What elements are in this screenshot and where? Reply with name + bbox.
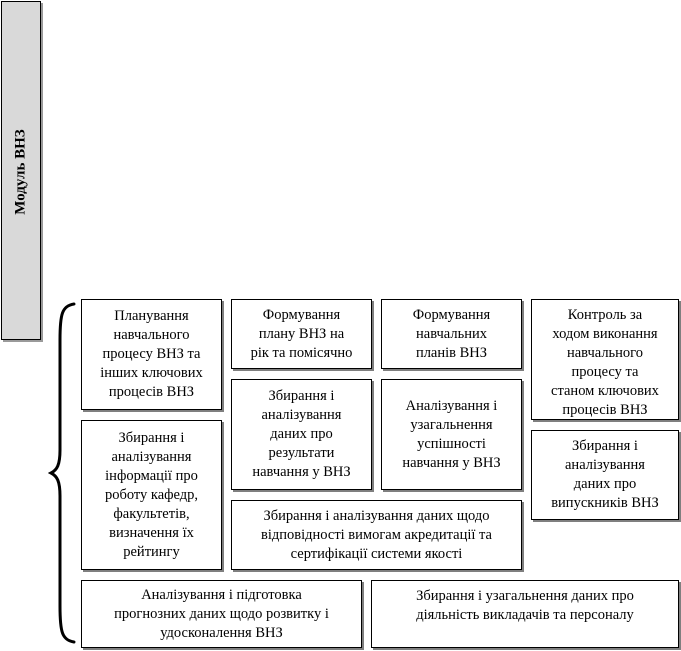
accreditation-data-text: Збирання і аналізування даних щодо відповідності вимогам акредитації та сертифікації системи якості (261, 507, 492, 562)
departments-info-box (81, 420, 222, 570)
planning-text: Планування навчального процесу ВНЗ та інших ключових процесів ВНЗ (100, 308, 203, 400)
control-box (531, 299, 679, 420)
success-analysis-box (381, 379, 522, 490)
staff-data-box (371, 580, 679, 648)
plan-formation-text: Формування плану ВНЗ на рік та помісячно (250, 306, 353, 361)
curly-brace (48, 300, 80, 646)
curricula-formation-box (381, 299, 522, 369)
control-text: Контроль за ходом виконання навчального процесу та станом ключових процесів ВНЗ (551, 307, 659, 418)
accreditation-data-box (231, 500, 522, 570)
curricula-formation-text: Формування навчальних планів ВНЗ (412, 306, 491, 361)
departments-info-text: Збирання і аналізування інформації про роботу кафедр, факультетів, визначення їх рейтингу (104, 429, 199, 560)
plan-formation-box (231, 299, 372, 369)
graduates-data-box (531, 430, 679, 520)
planning-box (81, 299, 222, 410)
module-label: Модуль ВНЗ (12, 129, 29, 215)
results-data-text: Збирання і аналізування даних про результати навчання у ВНЗ (252, 388, 351, 480)
forecast-data-box (81, 580, 362, 648)
results-data-box (231, 379, 372, 490)
staff-data-text: Збирання і узагальнення даних про діяльність викладачів та персоналу (416, 588, 634, 623)
success-analysis-text: Аналізування і узагальнення успішності навчання у ВНЗ (402, 397, 501, 471)
forecast-data-text: Аналізування і підготовка прогнозних даних щодо розвитку і удосконалення ВНЗ (114, 586, 329, 641)
graduates-data-text: Збирання і аналізування даних про випускників ВНЗ (551, 438, 659, 511)
